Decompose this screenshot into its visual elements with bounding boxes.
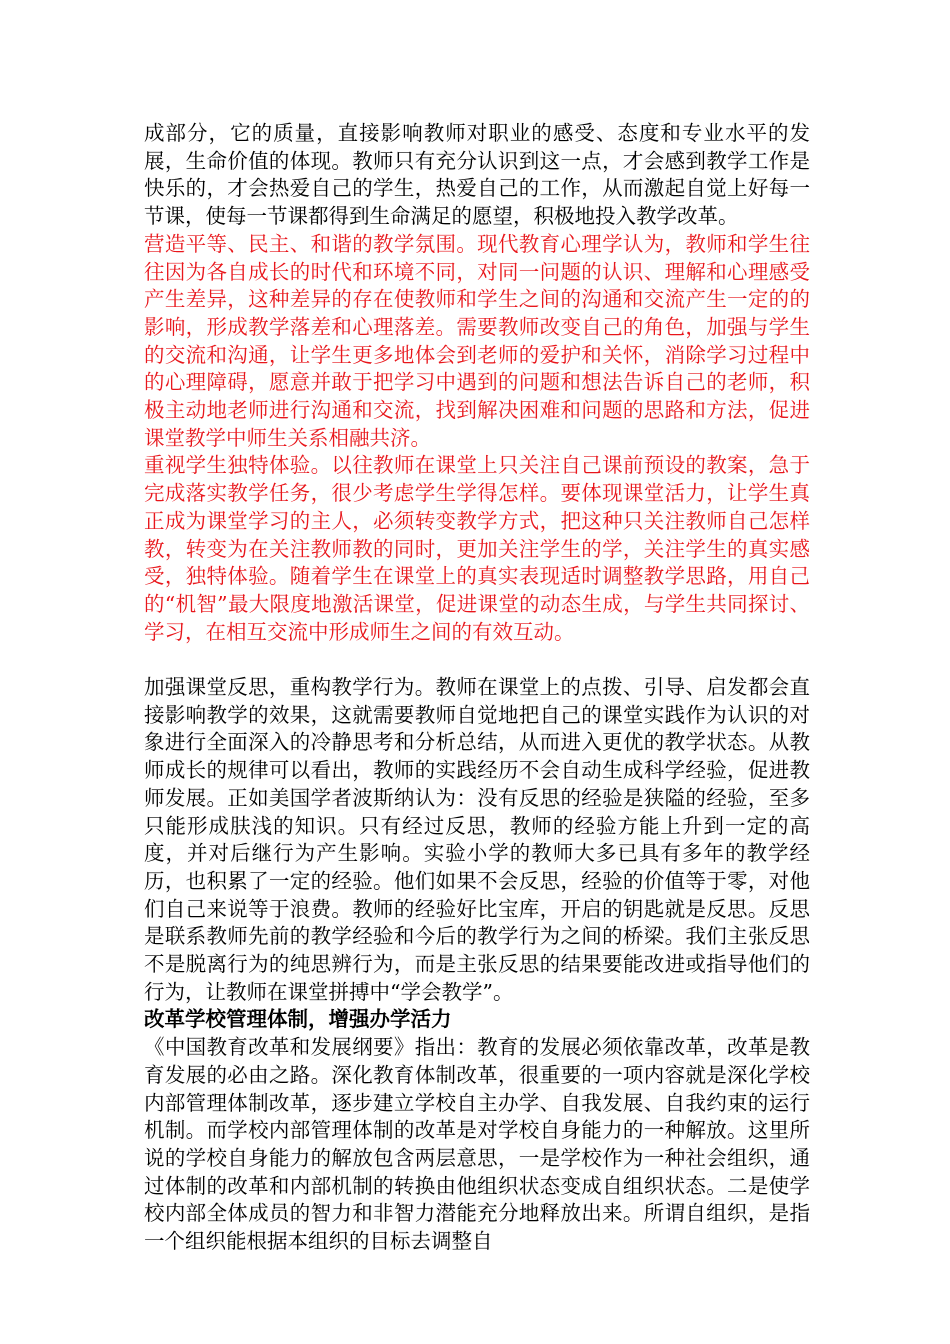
paragraph-2-highlighted: 营造平等、民主、和谐的教学氛围。现代教育心理学认为，教师和学生往往因为各自成长的时代和环境不同，对同一问题的认识、理解和心理感受产生差异，这种差异的存在使教师和学生之间的沟通和交流产生一定的的影响，形成教学落差和心理落差。需要教师改变自己的角色，加强与学生的交流和沟通，让学生更多地体会到老师的爱护和关怀，消除学习过程中的心理障碍，愿意并敢于把学习中遇到的问题和想法告诉自己的老师，积极主动地老师进行沟通和交流，找到解决困难和问题的思路和方法，促进课堂教学中师生关系相融共济。: [144, 231, 810, 450]
section-heading: 改革学校管理体制，增强办学活力: [144, 1007, 452, 1032]
paragraph-gap: [144, 646, 810, 674]
paragraph-3-highlighted: 重视学生独特体验。以往教师在课堂上只关注自己课前预设的教案，急于完成落实教学任务，很少考虑学生学得怎样。要体现课堂活力，让学生真正成为课堂学习的主人，必须转变教学方式，把这种只关注教师自己怎样教，转变为在关注教师教的同时，更加关注学生的学，关注学生的真实感受，独特体验。随着学生在课堂上的真实表现适时调整教学思路，用自己的“机智”最大限度地激活课堂，促进课堂的动态生成，与学生共同探讨、学习，在相互交流中形成师生之间的有效互动。: [144, 453, 810, 644]
paragraph-4: 加强课堂反思，重构教学行为。教师在课堂上的点拨、引导、启发都会直接影响教学的效果，这就需要教师自觉地把自己的课堂实践作为认识的对象进行全面深入的冷静思考和分析总结，从而进入更优的教学状态。从教师成长的规律可以看出，教师的实践经历不会自动生成科学经验，促进教师发展。正如美国学者波斯纳认为：没有反思的经验是狭隘的经验，至多只能形成肤浅的知识。只有经过反思，教师的经验方能上升到一定的高度，并对后继行为产生影响。实验小学的教师大多已具有多年的教学经历，也积累了一定的经验。他们如果不会反思，经验的价值等于零，对他们自己来说等于浪费。教师的经验好比宝库，开启的钥匙就是反思。反思是联系教师先前的教学经验和今后的教学行为之间的桥梁。我们主张反思不是脱离行为的纯思辨行为，而是主张反思的结果要能改进或指导他们的行为，让教师在课堂拼搏中“学会教学”。: [144, 675, 810, 1004]
paragraph-1: 成部分，它的质量，直接影响教师对职业的感受、态度和专业水平的发展，生命价值的体现。教师只有充分认识到这一点，才会感到教学工作是快乐的，才会热爱自己的学生，热爱自己的工作，从而激起自觉上好每一节课，使每一节课都得到生命满足的愿望，积极地投入教学改革。: [144, 121, 810, 229]
paragraph-5: 《中国教育改革和发展纲要》指出：教育的发展必须依靠改革，改革是教育发展的必由之路。深化教育体制改革，很重要的一项内容就是深化学校内部管理体制改革，逐步建立学校自主办学、自我发展、自我约束的运行机制。而学校内部管理体制的改革是对学校自身能力的一种解放。这里所说的学校自身能力的解放包含两层意思，一是学校作为一种社会组织，通过体制的改革和内部机制的转换由他组织状态变成自组织状态。二是使学校内部全体成员的智力和非智力潜能充分地释放出来。所谓自组织，是指一个组织能根据本组织的目标去调整自: [144, 1035, 810, 1254]
document-page: [144, 120, 810, 1256]
